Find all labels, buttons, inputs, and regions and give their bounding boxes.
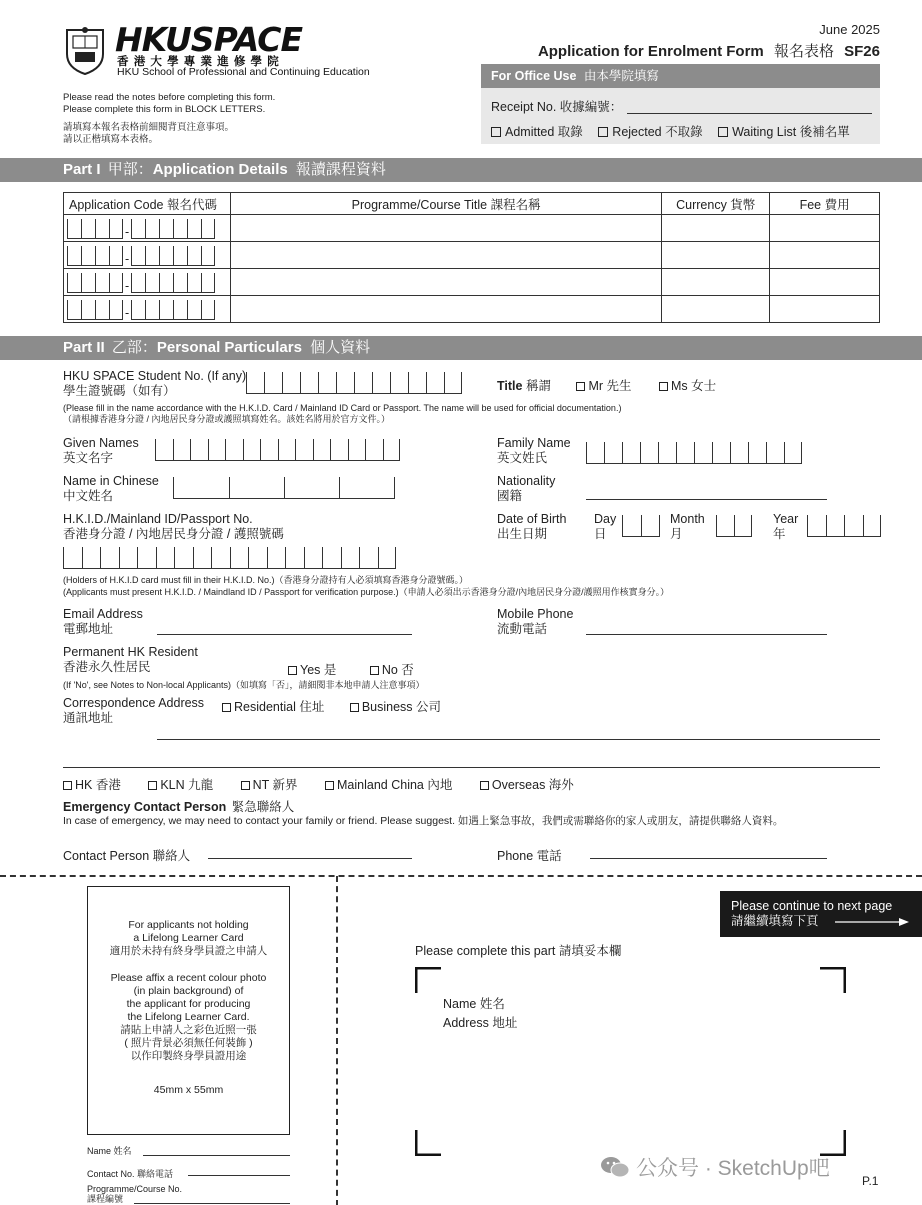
contact-person-label: Contact Person 聯絡人 bbox=[63, 849, 191, 863]
ms-option[interactable]: Ms 女士 bbox=[659, 379, 716, 393]
waiting-checkbox[interactable] bbox=[718, 127, 728, 137]
contact-person-input[interactable] bbox=[208, 858, 412, 859]
currency-input[interactable] bbox=[662, 269, 770, 296]
course-title-input[interactable] bbox=[230, 215, 661, 242]
region-overseas[interactable]: Overseas 海外 bbox=[480, 778, 574, 792]
given-names-label: Given Names 英文名字 bbox=[63, 436, 139, 465]
hku-crest-icon bbox=[63, 24, 107, 76]
part2-title: Personal Particulars bbox=[156, 339, 302, 356]
corner-mark-top-left bbox=[415, 967, 441, 993]
arrow-right-icon bbox=[835, 917, 909, 927]
mobile-input[interactable] bbox=[586, 634, 827, 635]
part2-label-cn: 乙部： bbox=[111, 339, 157, 356]
note-cn-1: 請填寫本報名表格前細閱背頁注意事項。 bbox=[63, 122, 235, 133]
year-input[interactable] bbox=[807, 515, 881, 537]
mr-option[interactable]: Mr 先生 bbox=[576, 379, 631, 393]
id-label: H.K.I.D./Mainland ID/Passport No. 香港身分證 / 內地居民身分證 / 護照號碼 bbox=[63, 512, 284, 541]
given-names-input[interactable] bbox=[155, 439, 400, 461]
title-field bbox=[497, 376, 716, 394]
family-name-input[interactable] bbox=[586, 442, 802, 464]
nationality-label: Nationality 國籍 bbox=[497, 474, 556, 503]
region-options bbox=[63, 775, 574, 793]
month-input[interactable] bbox=[716, 515, 752, 537]
mailing-instruction: Please complete this part 請填妥本欄 bbox=[415, 944, 622, 958]
waiting-option[interactable]: Waiting List 後補名單 bbox=[718, 125, 850, 139]
form-date: June 2025 bbox=[819, 22, 880, 37]
id-number-input[interactable] bbox=[63, 547, 396, 569]
region-nt[interactable]: NT 新界 bbox=[241, 778, 298, 792]
table-row bbox=[64, 269, 880, 296]
office-use-title-cn: 由本學院填寫 bbox=[583, 69, 659, 83]
residential-option[interactable]: Residential 住址 bbox=[222, 700, 324, 714]
title-label: Title bbox=[497, 379, 523, 393]
application-code-input[interactable]: - bbox=[64, 297, 230, 322]
school-name: HKU School of Professional and Continuing Education bbox=[117, 66, 370, 78]
ms-checkbox[interactable] bbox=[659, 382, 668, 391]
part1-header bbox=[0, 158, 922, 182]
col-fee: Fee 費用 bbox=[770, 193, 880, 215]
chinese-name-input[interactable] bbox=[173, 477, 395, 499]
fee-input[interactable] bbox=[770, 242, 880, 269]
year-label: Year 年 bbox=[773, 512, 799, 541]
part1-label-cn: 甲部： bbox=[107, 161, 153, 178]
cut-line-horizontal bbox=[0, 875, 922, 877]
mailing-name-label: Name 姓名 bbox=[443, 997, 505, 1011]
table-row bbox=[64, 296, 880, 323]
email-input[interactable] bbox=[157, 634, 412, 635]
day-input[interactable] bbox=[622, 515, 660, 537]
region-kln[interactable]: KLN 九龍 bbox=[148, 778, 213, 792]
resident-label: Permanent HK Resident 香港永久性居民 bbox=[63, 645, 198, 674]
logo bbox=[63, 20, 383, 80]
dob-label: Date of Birth 出生日期 bbox=[497, 512, 567, 541]
office-status-row bbox=[491, 122, 850, 140]
rejected-checkbox[interactable] bbox=[598, 127, 608, 137]
part1-title-cn: 報讀課程資料 bbox=[295, 161, 386, 178]
continue-text-en: Please continue to next page bbox=[731, 899, 893, 913]
fee-input[interactable] bbox=[770, 296, 880, 323]
fee-input[interactable] bbox=[770, 215, 880, 242]
admitted-checkbox[interactable] bbox=[491, 127, 501, 137]
no-option[interactable]: No 否 bbox=[370, 663, 414, 677]
residential-checkbox[interactable] bbox=[222, 703, 231, 712]
course-title-input[interactable] bbox=[230, 269, 661, 296]
continue-text-cn: 請繼續填寫下頁 bbox=[731, 914, 922, 929]
emergency-note: In case of emergency, we may need to contact your family or friend. Please suggest. 如遇上緊急事故，我們或需聯絡你的家人或朋友，請提供聯絡人資料。 bbox=[63, 815, 784, 827]
photo-box[interactable]: For applicants not holding a Lifelong Learner Card 適用於未持有終身學員證之申請人 Please affix a recent colour photo (in plain background) of the applicant for producing the Lifelong Learner Card. 請貼上申請人之彩色近照一張 ( 照片背景必須無任何裝飾 ) 以作印製終身學員證用途 45mm x 55mm bbox=[87, 886, 290, 1135]
corner-mark-bottom-left bbox=[415, 1130, 441, 1156]
emergency-title: Emergency Contact Person 緊急聯絡人 bbox=[63, 800, 295, 814]
logo-chinese: 香 港 大 學 專 業 進 修 學 院 bbox=[117, 56, 280, 68]
email-label: Email Address 電郵地址 bbox=[63, 607, 143, 636]
page-number: P.1 bbox=[862, 1174, 879, 1188]
address-line-1[interactable] bbox=[157, 739, 880, 740]
receipt-input[interactable] bbox=[627, 113, 872, 114]
id-notes: (Holders of H.K.I.D card must fill in their H.K.I.D. No.)（香港身分證持有人必須填寫香港身分證號碼。） (Applicants must present H.K.I.D. / Maindland ID / Passport for verification purpose.)（申請人必須出示香港身分證/內地居民身分證/護照用作核實身分。） bbox=[63, 575, 670, 597]
course-title-input[interactable] bbox=[230, 242, 661, 269]
part2-header bbox=[0, 336, 922, 360]
name-note: (Please fill in the name accordance with the H.K.I.D. Card / Mainland ID Card or Passport. The name will be used for official documentation.) （請根據香港身分證 / 內地居民身分證或護照填寫姓名。該姓名將用於官方文件。） bbox=[63, 403, 622, 424]
note-en-2: Please complete this form in BLOCK LETTERS. bbox=[63, 104, 266, 115]
yes-checkbox[interactable] bbox=[288, 666, 297, 675]
note-en-1: Please read the notes before completing this form. bbox=[63, 92, 276, 103]
form-title-cn: 報名表格 bbox=[773, 43, 834, 60]
table-header-row bbox=[64, 193, 880, 215]
address-type-options bbox=[222, 697, 441, 715]
currency-input[interactable] bbox=[662, 242, 770, 269]
form-code: SF26 bbox=[844, 43, 880, 60]
part2-title-cn: 個人資料 bbox=[310, 339, 371, 356]
instructions bbox=[63, 92, 275, 146]
title-label-cn: 稱謂 bbox=[525, 379, 551, 393]
student-no-input[interactable] bbox=[246, 372, 462, 394]
month-label: Month 月 bbox=[670, 512, 705, 541]
photo-programme-label: Programme/Course No. 課程編號 bbox=[87, 1184, 183, 1204]
photo-name-label: Name 姓名 bbox=[87, 1146, 132, 1156]
mr-checkbox[interactable] bbox=[576, 382, 585, 391]
mobile-label: Mobile Phone 流動電話 bbox=[497, 607, 574, 636]
student-no-label: HKU SPACE Student No. (If any) 學生證號碼（如有） bbox=[63, 369, 247, 398]
address-label: Correspondence Address 通訊地址 bbox=[63, 696, 205, 725]
fee-input[interactable] bbox=[770, 269, 880, 296]
col-title: Programme/Course Title 課程名稱 bbox=[230, 193, 661, 215]
table-row bbox=[64, 215, 880, 242]
application-code-input[interactable]: - bbox=[64, 270, 230, 295]
logo-wordmark: HKUSPACE bbox=[115, 20, 303, 59]
business-checkbox[interactable] bbox=[350, 703, 359, 712]
no-checkbox[interactable] bbox=[370, 666, 379, 675]
nationality-input[interactable] bbox=[586, 499, 827, 500]
day-label: Day 日 bbox=[594, 512, 617, 541]
office-use-title: For Office Use bbox=[491, 69, 577, 83]
form-title bbox=[538, 40, 880, 61]
receipt-label: Receipt No. 收據編號： bbox=[491, 100, 623, 114]
application-table bbox=[63, 192, 880, 323]
business-option[interactable]: Business 公司 bbox=[350, 700, 441, 714]
note-cn-2: 請以正楷填寫本表格。 bbox=[63, 134, 159, 145]
admitted-option[interactable]: Admitted 取錄 bbox=[491, 125, 583, 139]
photo-contact-input[interactable] bbox=[188, 1175, 290, 1176]
part1-label: Part I bbox=[63, 161, 101, 178]
wechat-icon bbox=[600, 1155, 630, 1179]
part1-title: Application Details bbox=[152, 161, 288, 178]
phone-input[interactable] bbox=[590, 858, 827, 859]
corner-mark-top-right bbox=[820, 967, 846, 993]
resident-options bbox=[288, 660, 414, 678]
watermark: 公众号 · SketchUp吧 bbox=[600, 1152, 830, 1182]
chinese-name-label: Name in Chinese 中文姓名 bbox=[63, 474, 159, 503]
address-line-2[interactable] bbox=[63, 767, 880, 768]
application-code-input[interactable]: - bbox=[64, 243, 230, 268]
photo-contact-label: Contact No. 聯絡電話 bbox=[87, 1169, 174, 1179]
photo-name-input[interactable] bbox=[143, 1155, 290, 1156]
region-mainland[interactable]: Mainland China 內地 bbox=[325, 778, 452, 792]
resident-note: (If 'No', see Notes to Non-local Applicants)（如填寫「否」，請細閱非本地申請人注意事項） bbox=[63, 680, 425, 690]
phone-label: Phone 電話 bbox=[497, 849, 562, 863]
yes-option[interactable]: Yes 是 bbox=[288, 663, 336, 677]
mailing-address-label: Address 地址 bbox=[443, 1016, 518, 1030]
course-title-input[interactable] bbox=[230, 296, 661, 323]
family-name-label: Family Name 英文姓氏 bbox=[497, 436, 571, 465]
currency-input[interactable] bbox=[662, 296, 770, 323]
table-row bbox=[64, 242, 880, 269]
cut-line-vertical bbox=[336, 876, 338, 1205]
continue-banner bbox=[720, 891, 922, 937]
region-hk[interactable]: HK 香港 bbox=[63, 778, 121, 792]
currency-input[interactable] bbox=[662, 215, 770, 242]
application-code-input[interactable]: - bbox=[64, 216, 230, 241]
col-currency: Currency 貨幣 bbox=[662, 193, 770, 215]
part2-label: Part II bbox=[63, 339, 105, 356]
office-use-box bbox=[481, 64, 880, 144]
form-title-en: Application for Enrolment Form bbox=[537, 43, 764, 60]
rejected-option[interactable]: Rejected 不取錄 bbox=[598, 125, 702, 139]
col-code: Application Code 報名代碼 bbox=[64, 193, 231, 215]
photo-programme-input[interactable] bbox=[134, 1203, 290, 1204]
office-use-header bbox=[481, 64, 880, 88]
